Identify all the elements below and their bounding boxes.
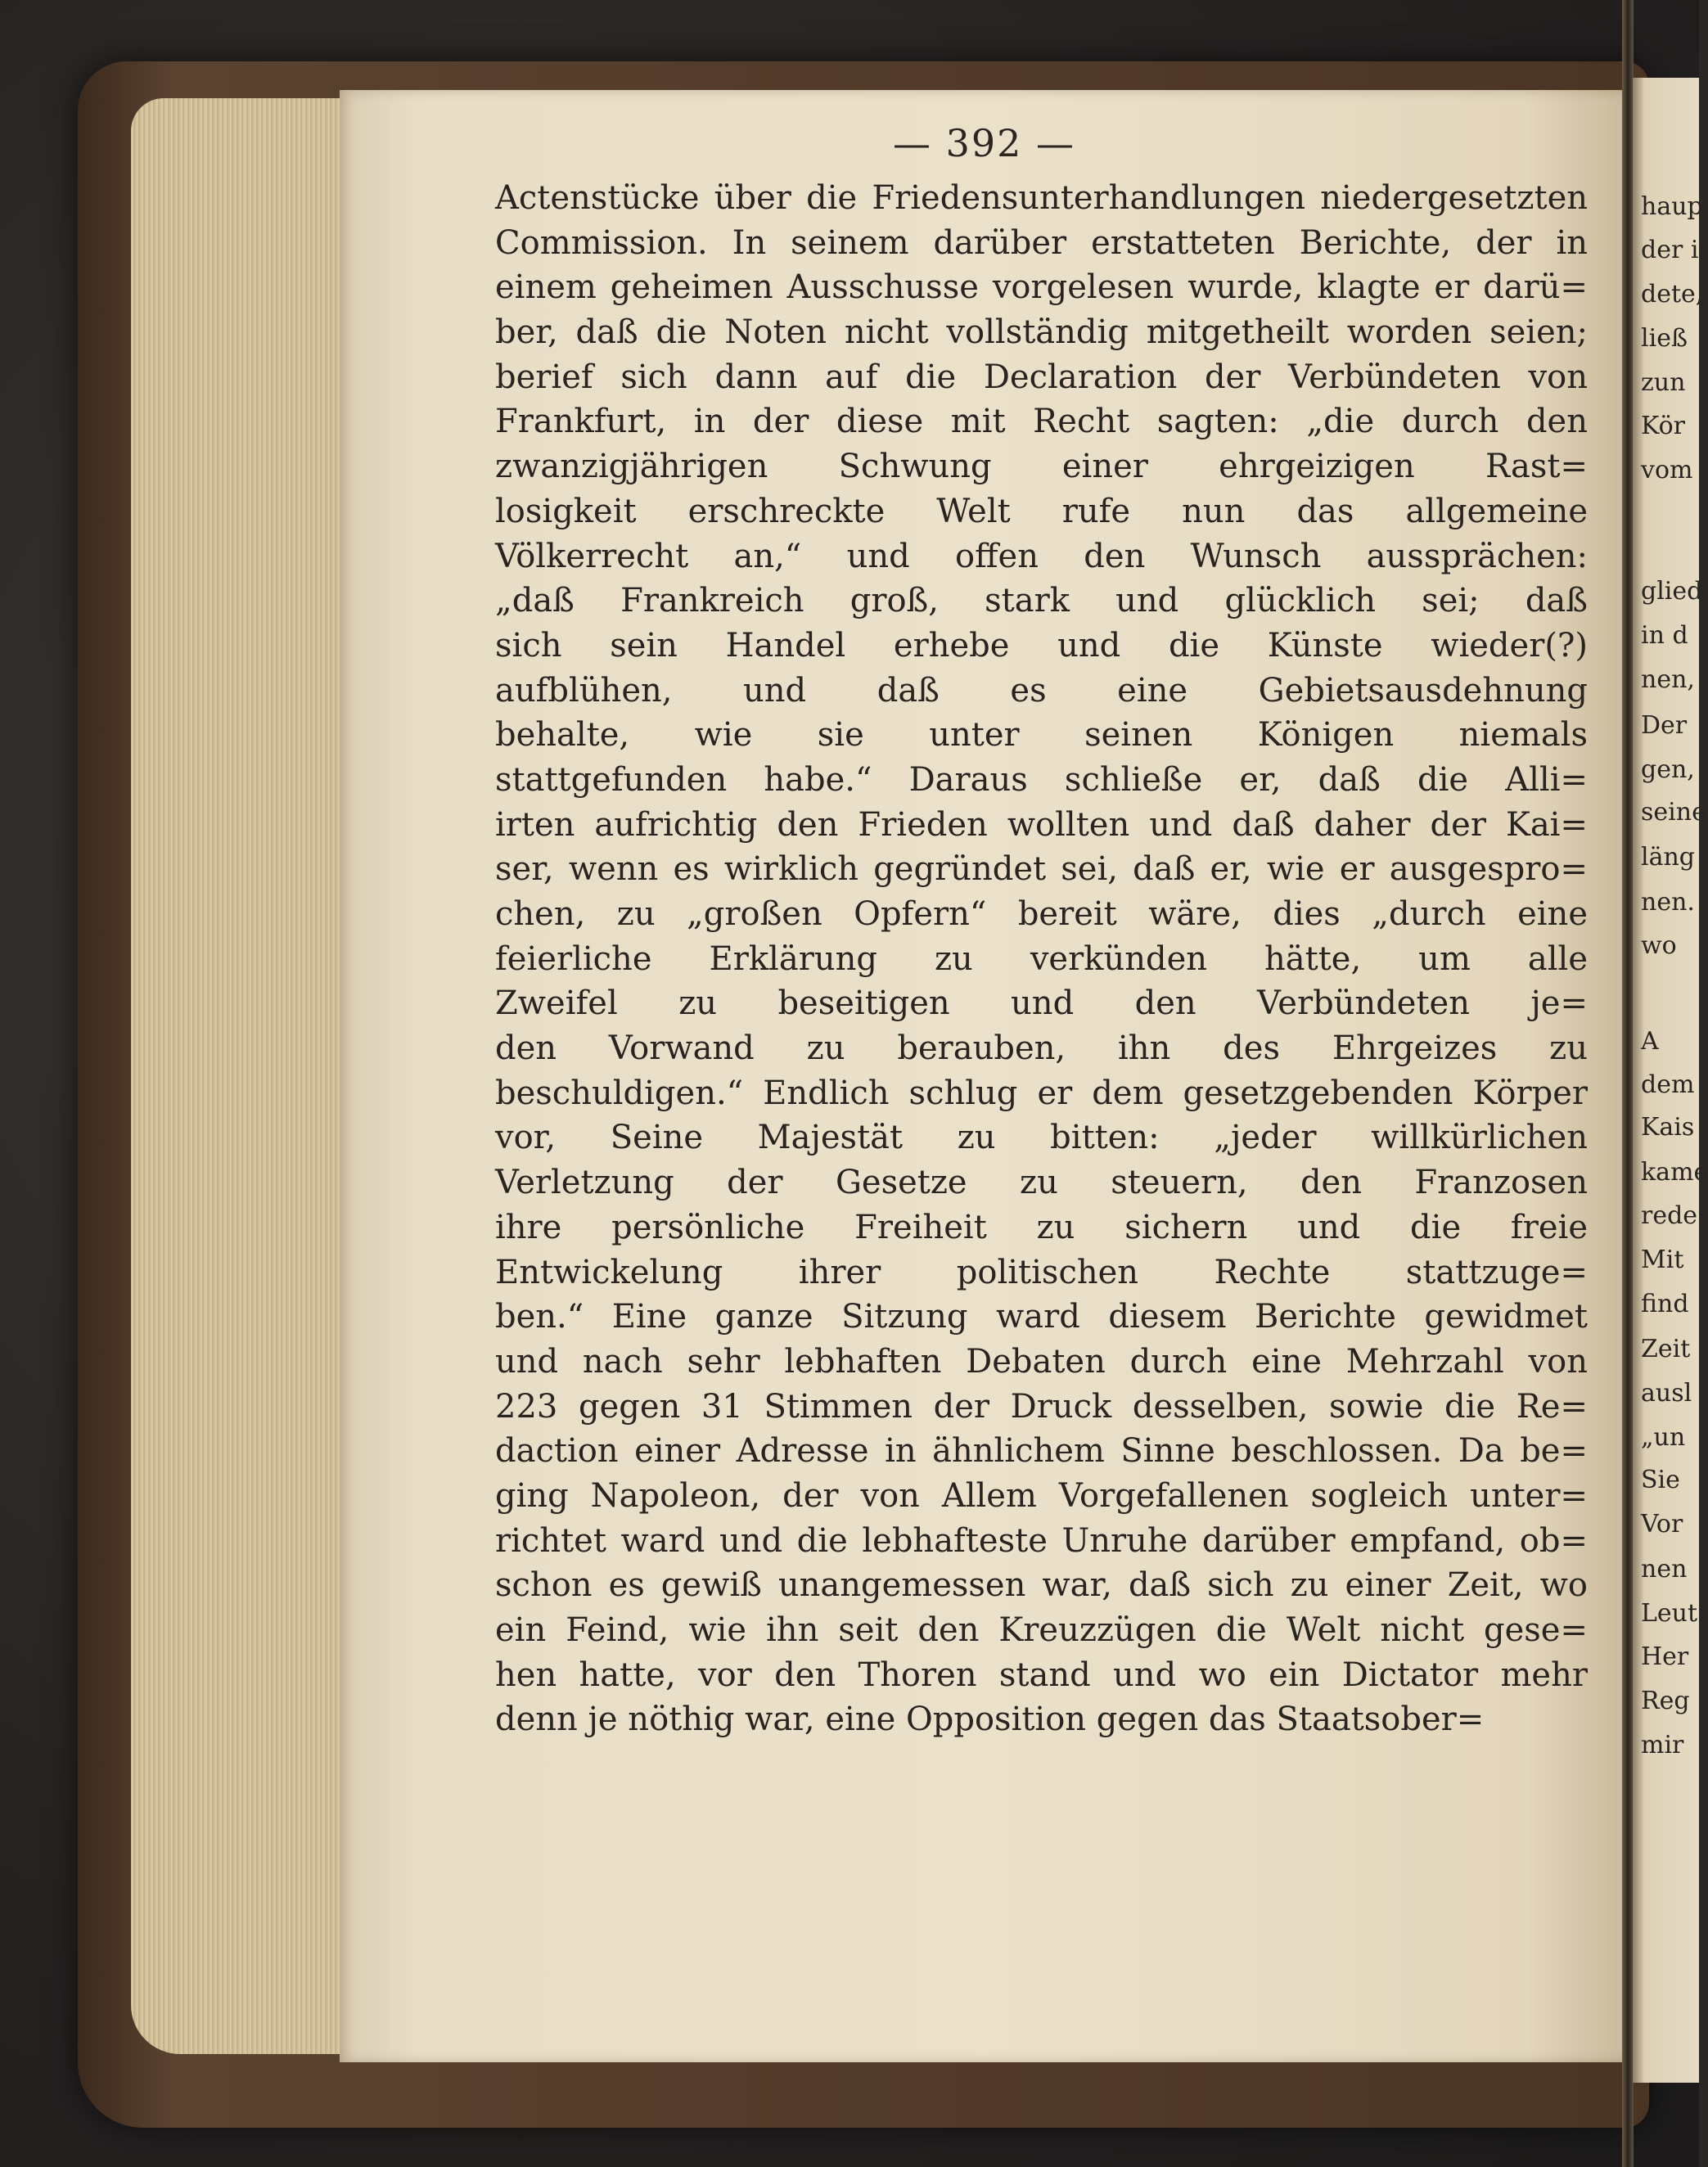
text-line: beschuldigen.“ Endlich schlug er dem gesetzgebenden Körper	[495, 1074, 1588, 1112]
facing-page-line: Sie	[1641, 1466, 1680, 1494]
facing-page-line: haup	[1641, 192, 1703, 221]
text-line: berief sich dann auf die Declaration der Verbündeten von	[495, 358, 1588, 396]
facing-page-line: vom	[1641, 456, 1693, 484]
text-line: richtet ward und die lebhafteste Unruhe darüber empfand, ob=	[495, 1521, 1588, 1560]
text-line: ben.“ Eine ganze Sitzung ward diesem Berichte gewidmet	[495, 1298, 1588, 1336]
text-line: Commission. In seinem darüber erstatteten Berichte, der in	[495, 223, 1588, 262]
facing-page-line: gen,	[1641, 755, 1695, 784]
text-line: Entwickelung ihrer politischen Rechte stattzuge=	[495, 1253, 1588, 1291]
text-line: und nach sehr lebhaften Debaten durch eine Mehrzahl von	[495, 1342, 1588, 1381]
facing-page-line: Reg	[1641, 1687, 1690, 1715]
text-line: zwanzigjährigen Schwung einer ehrgeizigen Rast=	[495, 448, 1588, 486]
text-line: ging Napoleon, der von Allem Vorgefallenen sogleich unter=	[495, 1476, 1588, 1515]
facing-page-line: Der	[1641, 711, 1688, 740]
facing-page-line: nen,	[1641, 665, 1695, 694]
facing-page-line: wo	[1641, 931, 1677, 960]
text-line: ihre persönliche Freiheit zu sichern und die freie	[495, 1208, 1588, 1246]
book-gutter	[1622, 0, 1634, 2167]
facing-page-line: Kais	[1641, 1113, 1695, 1142]
text-line: „daß Frankreich groß, stark und glücklich sei; daß	[495, 582, 1588, 620]
text-line: ser, wenn es wirklich gegründet sei, daß er, wie er ausgespro=	[495, 850, 1588, 889]
facing-page-line: ausl	[1641, 1379, 1692, 1408]
text-line: irten aufrichtig den Frieden wollten und daß daher der Kai=	[495, 805, 1588, 844]
text-line: ein Feind, wie ihn seit den Kreuzzügen die Welt nicht gese=	[495, 1611, 1588, 1649]
text-line: Frankfurt, in der diese mit Recht sagten: „die durch den	[495, 403, 1588, 441]
text-line: 223 gegen 31 Stimmen der Druck desselben, sowie die Re=	[495, 1387, 1588, 1426]
facing-page-line: find	[1641, 1290, 1689, 1318]
text-line: aufblühen, und daß es eine Gebietsausdehnung	[495, 671, 1588, 710]
facing-page-line: ließ	[1641, 324, 1688, 353]
text-line: Actenstücke über die Friedensunterhandlungen niedergesetzten	[495, 179, 1588, 217]
facing-page-line: dem	[1641, 1070, 1695, 1099]
text-line: losigkeit erschreckte Welt rufe nun das allgemeine	[495, 492, 1588, 530]
facing-page-line: der i	[1641, 236, 1699, 264]
page-number: — 392 —	[892, 121, 1076, 165]
facing-page-line: zun	[1641, 368, 1686, 397]
facing-page-line: rede	[1641, 1201, 1698, 1230]
text-line: ber, daß die Noten nicht vollständig mitgetheilt worden seien;	[495, 313, 1588, 352]
text-line: schon es gewiß unangemessen war, daß sich zu einer Zeit, wo	[495, 1566, 1588, 1605]
text-line: Verletzung der Gesetze zu steuern, den Franzosen	[495, 1164, 1588, 1202]
facing-page-line: Vor	[1641, 1510, 1683, 1539]
text-line: Völkerrecht an,“ und offen den Wunsch aussprächen:	[495, 537, 1588, 575]
facing-page-line: in d	[1641, 621, 1688, 650]
text-line: Zweifel zu beseitigen und den Verbündeten je=	[495, 984, 1588, 1023]
facing-page-line: nen	[1641, 1555, 1688, 1584]
text-line: hen hatte, vor den Thoren stand und wo ein Dictator mehr	[495, 1656, 1588, 1694]
text-line: einem geheimen Ausschusse vorgelesen wurde, klagte er darü=	[495, 268, 1588, 307]
text-line: sich sein Handel erhebe und die Künste wieder(?)	[495, 626, 1588, 665]
text-line: stattgefunden habe.“ Daraus schließe er, daß die Alli=	[495, 760, 1588, 799]
facing-page-line: A	[1641, 1027, 1659, 1056]
facing-page-line: Kör	[1641, 412, 1686, 440]
facing-page-line: „un	[1641, 1423, 1686, 1452]
facing-page-line: seine	[1641, 798, 1706, 827]
facing-page-line: kame	[1641, 1158, 1708, 1187]
text-line: vor, Seine Majestät zu bitten: „jeder willkürlichen	[495, 1119, 1588, 1157]
text-line: behalte, wie sie unter seinen Königen niemals	[495, 716, 1588, 755]
facing-page-line: mir	[1641, 1731, 1684, 1759]
facing-page-line: Leut	[1641, 1599, 1698, 1628]
facing-page-fragment	[1633, 78, 1708, 2083]
text-line: daction einer Adresse in ähnlichem Sinne beschlossen. Da be=	[495, 1432, 1588, 1471]
book-page	[340, 90, 1629, 2062]
text-line: den Vorwand zu berauben, ihn des Ehrgeizes zu	[495, 1029, 1588, 1068]
page-edges	[131, 98, 344, 2054]
facing-page-line: glied	[1641, 577, 1703, 606]
facing-page-line: Her	[1641, 1642, 1689, 1671]
text-line: feierliche Erklärung zu verkünden hätte, um alle	[495, 939, 1588, 978]
facing-page-line: Mit	[1641, 1246, 1684, 1274]
text-line: chen, zu „großen Opfern“ bereit wäre, dies „durch eine	[495, 895, 1588, 933]
text-line: denn je nöthig war, eine Opposition gegen das Staatsober=	[495, 1701, 1485, 1739]
facing-page-line: nen.	[1641, 888, 1695, 917]
facing-page-line: dete,	[1641, 280, 1704, 309]
page-text	[495, 176, 1588, 1742]
facing-page-line: Zeit	[1641, 1335, 1691, 1363]
facing-page-line: läng	[1641, 843, 1696, 872]
